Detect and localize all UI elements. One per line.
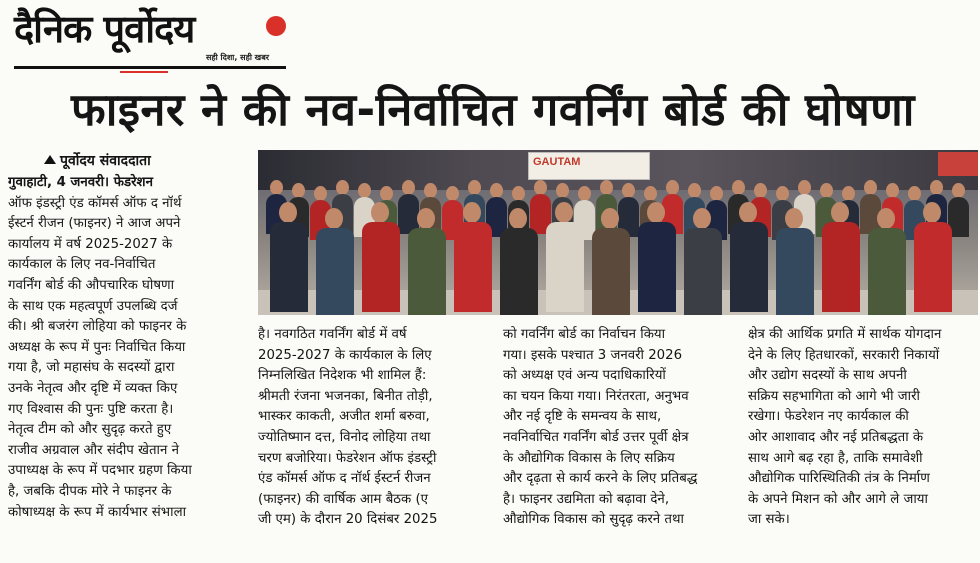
article-column-1 — [8, 173, 244, 558]
newspaper-logo: दैनिक पूर्वोदय — [14, 7, 195, 51]
column-line: निम्नलिखित निदेशक भी शामिल हैं: — [258, 368, 427, 384]
column-line: का चयन किया गया। निरंतरता, अनुभव — [503, 388, 689, 404]
column-line: है। फाइनर उद्यमिता को बढ़ावा देने, — [503, 491, 670, 507]
column-line: औद्योगिक पारिस्थितिकी तंत्र के निर्माण — [748, 471, 930, 487]
column-line: ईस्टर्न रीजन (फाइनर) ने आज अपने — [8, 216, 181, 232]
column-line: गया है, जो महासंघ के सदस्यों द्वारा — [8, 360, 175, 376]
column-line: है, जबकि दीपक मोरे ने फाइनर के — [8, 483, 172, 499]
masthead-tagline: सही दिशा, सही खबर — [206, 53, 270, 62]
column-line: (फाइनर) की वार्षिक आम बैठक (ए — [258, 491, 428, 507]
masthead-rule — [14, 66, 286, 69]
column-line: कार्यकाल के लिए नव-निर्वाचित — [8, 257, 156, 273]
masthead-accent-rule — [120, 71, 168, 73]
column-line: साथ आगे बढ़ रहा है, ताकि समावेशी — [748, 450, 923, 466]
column-line: ज्योतिष्मान दत्त, विनोद लोहिया तथा — [258, 429, 431, 445]
article-column-4 — [748, 325, 976, 557]
column-line: उनके नेतृत्व और दृष्टि में व्यक्त किए — [8, 380, 178, 396]
column-line: श्रीमती रंजना भजनका, बिनीत तोड़ी, — [258, 388, 433, 404]
column-line: गया। इसके पश्चात 3 जनवरी 2026 — [503, 347, 683, 363]
column-line: और नई दृष्टि के समन्वय के साथ, — [503, 409, 662, 425]
column-line: गए विश्वास की पुनः पुष्टि करता है। — [8, 401, 174, 417]
column-line: और उद्योग सदस्यों के साथ अपनी — [748, 368, 907, 384]
column-line: के अपने मिशन को और आगे ले जाया — [748, 491, 928, 507]
column-line: रखेगा। फेडरेशन नए कार्यकाल की — [748, 409, 909, 425]
photo-banner — [528, 152, 650, 180]
column-line: देने के लिए हितधारकों, सरकारी निकायों — [748, 347, 940, 363]
column-line: ऑफ इंडस्ट्री एंड कॉमर्स ऑफ द नॉर्थ — [8, 195, 182, 211]
group-photo — [258, 150, 978, 315]
newspaper-masthead — [14, 6, 284, 70]
column-line: भास्कर काकती, अजीत शर्मा बरुवा, — [258, 409, 430, 425]
photo-banner-text: GAUTAM — [533, 156, 581, 168]
column-line: नेतृत्व टीम को और सुदृढ़ करते हुए — [8, 422, 172, 438]
article-column-2 — [258, 325, 490, 557]
column-line: के औद्योगिक विकास के लिए सक्रिय — [503, 450, 675, 466]
column-line: को अध्यक्ष एवं अन्य पदाधिकारियों — [503, 368, 666, 384]
column-line: जा सके। — [748, 512, 790, 528]
column-line: क्षेत्र की आर्थिक प्रगति में सार्थक योगदान — [748, 327, 942, 342]
column-line: है। नवगठित गवर्निंग बोर्ड में वर्ष — [258, 327, 407, 342]
column-line: 2025-2027 के कार्यकाल के लिए — [258, 347, 432, 363]
article-headline: फाइनर ने की नव-निर्वाचित गवर्निंग बोर्ड की घोषणा — [71, 83, 915, 136]
column-line: कोषाध्यक्ष के रूप में कार्यभार संभाला — [8, 504, 187, 520]
column-line: अध्यक्ष के रूप में पुनः निर्वाचित किया — [8, 339, 186, 355]
article-column-3 — [503, 325, 735, 557]
column-line: गुवाहाटी, 4 जनवरी। फेडरेशन — [8, 175, 153, 190]
column-line: जी एम) के दौरान 20 दिसंबर 2025 — [258, 512, 438, 528]
article-byline: पूर्वोदय संवाददाता — [60, 153, 151, 169]
photo-banner-red — [938, 152, 978, 176]
triangle-icon — [44, 155, 56, 164]
column-line: उपाध्यक्ष के रूप में पदभार ग्रहण किया — [8, 463, 192, 479]
sun-logo-icon — [266, 16, 286, 36]
column-line: औद्योगिक विकास को सुदृढ़ करने तथा — [503, 512, 684, 528]
column-line: गवर्निंग बोर्ड की औपचारिक घोषणा — [8, 277, 175, 293]
column-line: एंड कॉमर्स ऑफ द नॉर्थ ईस्टर्न रीजन — [258, 471, 431, 487]
column-line: कार्यालय में वर्ष 2025-2027 के — [8, 236, 173, 252]
column-line: को गवर्निंग बोर्ड का निर्वाचन किया — [503, 327, 666, 342]
column-line: राजीव अग्रवाल और संदीप खेतान ने — [8, 442, 179, 458]
column-line: नवनिर्वाचित गवर्निंग बोर्ड उत्तर पूर्वी क्षेत्र — [503, 429, 689, 445]
column-line: के साथ एक महत्वपूर्ण उपलब्धि दर्ज — [8, 298, 178, 314]
column-line: की। श्री बजरंग लोहिया को फाइनर के — [8, 319, 187, 335]
column-line: सक्रिय सहभागिता को आगे भी जारी — [748, 388, 920, 404]
column-line: चरण बजोरिया। फेडरेशन ऑफ इंडस्ट्री — [258, 450, 437, 466]
column-line: ओर आशावाद और नई प्रतिबद्धता के — [748, 429, 924, 445]
column-line: और दृढ़ता से कार्य करने के लिए प्रतिबद्ध — [503, 471, 698, 487]
